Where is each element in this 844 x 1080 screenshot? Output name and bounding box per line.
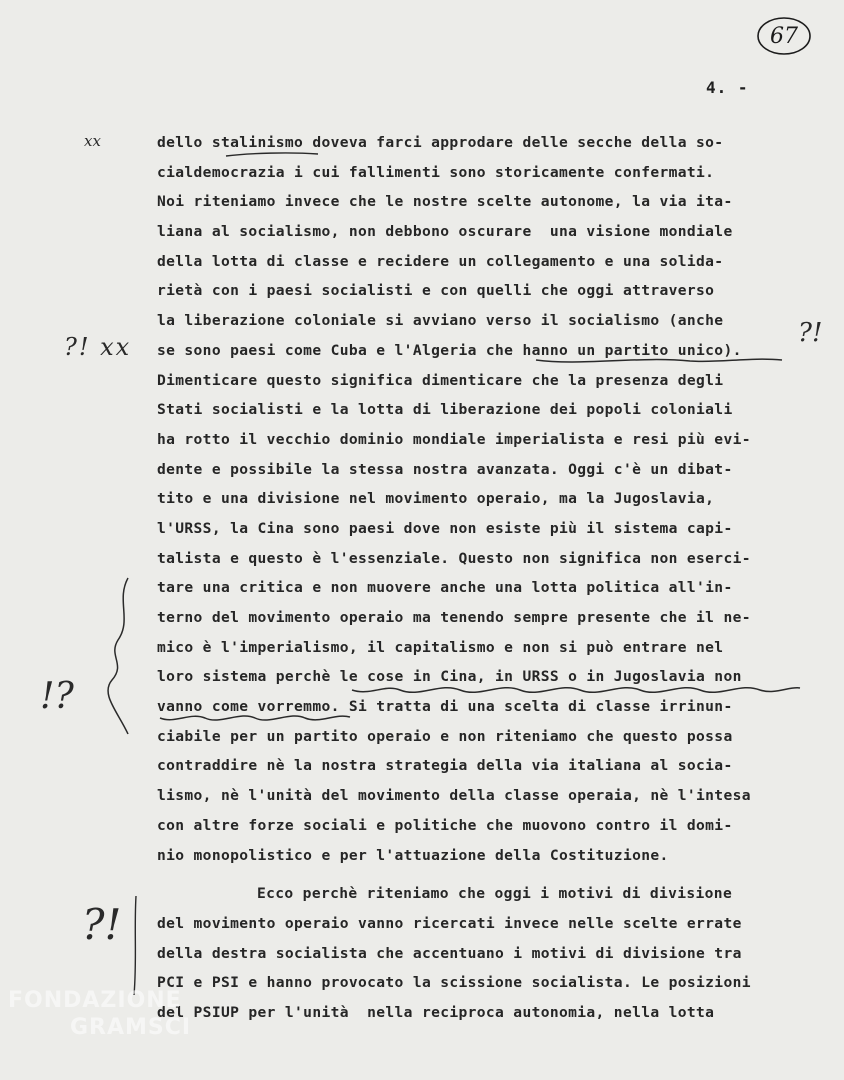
- text-line: tare una critica e non muovere anche una lotta politica all'in-: [157, 579, 733, 597]
- text-line: della lotta di classe e recidere un collegamento e una solida-: [157, 252, 724, 270]
- margin-note-question-exclaim-xx: ?! xx: [64, 333, 132, 361]
- text-line: cialdemocrazia i cui fallimenti sono storicamente confermati.: [157, 163, 715, 181]
- text-line: contraddire nè la nostra strategia della via italiana al socia-: [157, 757, 733, 775]
- text-line: loro sistema perchè le cose in Cina, in URSS o in Jugoslavia non: [157, 668, 742, 686]
- text-line: tito e una divisione nel movimento operaio, ma la Jugoslavia,: [157, 490, 715, 508]
- text-line: lismo, nè l'unità del movimento della classe operaia, nè l'intesa: [157, 787, 751, 805]
- text-line: della destra socialista che accentuano i motivi di divisione tra: [157, 944, 742, 962]
- text-line: del PSIUP per l'unità nella reciproca autonomia, nella lotta: [157, 1003, 715, 1021]
- text-line: Dimenticare questo significa dimenticare che la presenza degli: [157, 371, 724, 389]
- text-line: se sono paesi come Cuba e l'Algeria che hanno un partito unico).: [157, 341, 742, 359]
- text-line: dello stalinismo doveva farci approdare delle secche della so-: [157, 134, 724, 151]
- paragraph-1: [157, 128, 817, 870]
- text-line: Noi riteniamo invece che le nostre scelte autonome, la via ita-: [157, 193, 733, 211]
- text-line: rietà con i paesi socialisti e con quelli che oggi attraverso: [157, 282, 715, 300]
- archive-number-stamp: [755, 14, 813, 58]
- text-line: mico è l'imperialismo, il capitalismo e non si può entrare nel: [157, 638, 724, 656]
- text-line: con altre forze sociali e politiche che muovono contro il domi-: [157, 816, 733, 834]
- archive-number: 67: [770, 23, 798, 49]
- text-line: ha rotto il vecchio dominio mondiale imperialista e resi più evi-: [157, 430, 751, 448]
- text-line: liana al socialismo, non debbono oscurare una visione mondiale: [157, 223, 733, 241]
- margin-stroke-bottom-left: [134, 896, 136, 995]
- margin-note-question-exclaim-right: ?!: [798, 318, 823, 348]
- text-line: del movimento operaio vanno ricercati invece nelle scelte errate: [157, 914, 742, 932]
- body-text: [157, 128, 817, 1028]
- paragraph-2: [157, 879, 817, 1027]
- margin-note-xx-top: xx: [84, 132, 101, 150]
- text-line: ciabile per un partito operaio e non riteniamo che questo possa: [157, 727, 733, 745]
- text-line: PCI e PSI e hanno provocato la scissione socialista. Le posizioni: [157, 974, 751, 992]
- text-line: terno del movimento operaio ma tenendo sempre presente che il ne-: [157, 609, 751, 626]
- text-line: la liberazione coloniale si avviano verso il socialismo (anche: [157, 312, 724, 330]
- text-line: Ecco perchè riteniamo che oggi i motivi di divisione: [257, 885, 733, 903]
- margin-brace-left: [108, 578, 128, 734]
- text-line: Stati socialisti e la lotta di liberazione dei popoli coloniali: [157, 401, 733, 419]
- text-line: vanno come vorremmo. Si tratta di una scelta di classe irrinun-: [157, 698, 733, 716]
- text-line: talista e questo è l'essenziale. Questo non significa non eserci-: [157, 549, 751, 567]
- page-number: 4. -: [706, 78, 749, 97]
- text-line: nio monopolistico e per l'attuazione della Costituzione.: [157, 846, 669, 864]
- text-line: dente e possibile la stessa nostra avanzata. Oggi c'è un dibat-: [157, 460, 733, 478]
- margin-note-exclaim-question-lower: !?: [40, 676, 74, 717]
- text-line: l'URSS, la Cina sono paesi dove non esiste più il sistema capi-: [157, 519, 733, 537]
- margin-note-question-exclaim-bottom: ?!: [82, 900, 122, 949]
- fondazione-gramsci-watermark: FONDAZIONE GRAMSCI: [8, 988, 192, 1040]
